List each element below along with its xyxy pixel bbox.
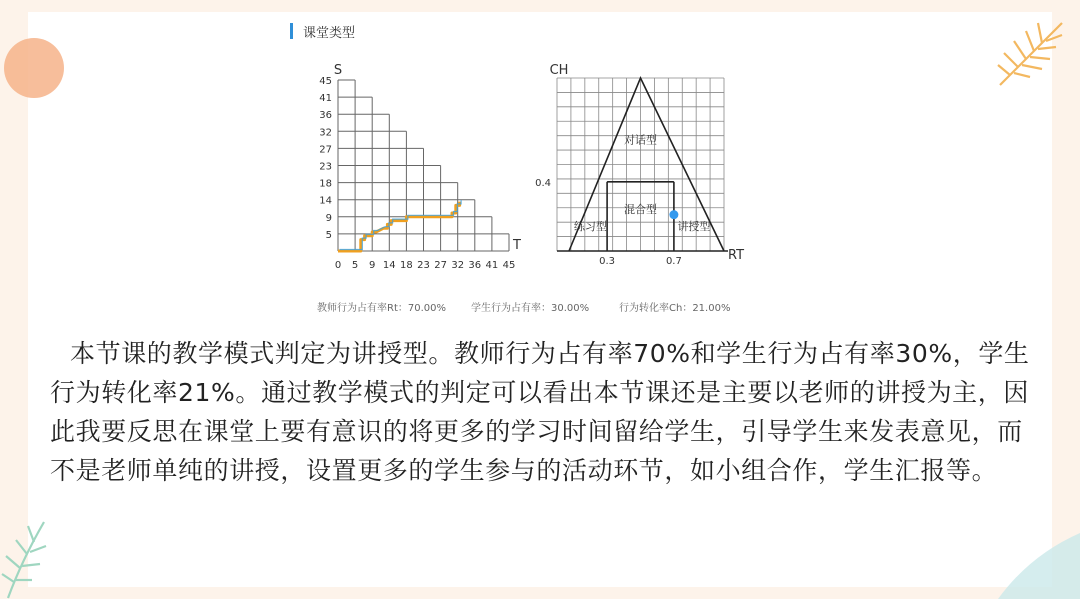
rtch-region-label: 讲授型: [677, 220, 711, 234]
st-x-tick: 23: [417, 260, 430, 271]
st-x-tick: 0: [334, 260, 342, 271]
decorative-leaf-bottom-left: [0, 510, 60, 599]
rtch-chart: [535, 63, 744, 267]
rtch-region-label: 对话型: [624, 133, 657, 147]
st-x-tick: 27: [434, 260, 447, 271]
st-x-tick: 9: [369, 260, 376, 271]
section-title: 课堂类型: [303, 25, 356, 41]
rtch-x-tick: 0.7: [665, 256, 682, 267]
st-y-tick: 9: [325, 212, 332, 224]
st-y-tick: 23: [319, 161, 332, 173]
caption-rt: 教师行为占有率Rt：70.00%: [317, 303, 446, 314]
st-y-tick: 18: [319, 178, 332, 190]
st-series-step-line: [340, 200, 462, 249]
decorative-leaf-bottom-right: [990, 525, 1080, 599]
st-y-tick: 41: [319, 93, 332, 105]
st-y-tick: 32: [319, 127, 332, 139]
caption-ch: 行为转化率Ch：21.00%: [619, 303, 731, 314]
st-x-tick: 36: [468, 260, 482, 271]
st-x-tick: 41: [485, 260, 499, 271]
caption-st: 学生行为占有率：30.00%: [471, 303, 590, 314]
rtch-data-point: [669, 210, 678, 219]
rtch-x-tick: 0.3: [599, 256, 616, 267]
st-y-tick: 27: [319, 144, 332, 156]
st-y-tick: 14: [319, 195, 332, 207]
st-y-tick: 45: [319, 76, 332, 87]
rtch-region-label: 练习型: [573, 220, 607, 234]
st-y-tick: 36: [319, 110, 332, 122]
st-chart: [319, 63, 521, 271]
analysis-paragraph: 本节课的教学模式判定为讲授型。教师行为占有率70%和学生行为占有率30%，学生行为转化率21%。通过教学模式的判定可以看出本节课还是主要以老师的讲授为主，因此我要反思在课堂上要有意识的将更多的学习时间留给学生，引导学生来发表意见，而不是老师单纯的讲授，设置更多的学生参与的活动环节，如小组合作，学生汇报等。: [50, 339, 1030, 485]
st-grid: [338, 80, 509, 251]
rtch-y-tick: 0.4: [535, 177, 551, 189]
st-x-tick: 45: [502, 260, 516, 271]
caption-row: [317, 301, 730, 314]
st-x-tick: 14: [382, 260, 396, 271]
rtch-region-label: 混合型: [624, 202, 657, 216]
st-y-axis-label: S: [333, 63, 343, 78]
st-y-tick: 5: [325, 229, 332, 241]
st-x-tick: 5: [351, 260, 359, 271]
st-series-line: [338, 202, 460, 251]
st-x-tick: 32: [451, 260, 465, 271]
st-x-tick: 18: [400, 260, 413, 271]
rtch-y-axis-label: CH: [549, 63, 569, 78]
rtch-x-axis-label: RT: [728, 248, 745, 263]
st-x-axis-label: T: [513, 238, 521, 253]
